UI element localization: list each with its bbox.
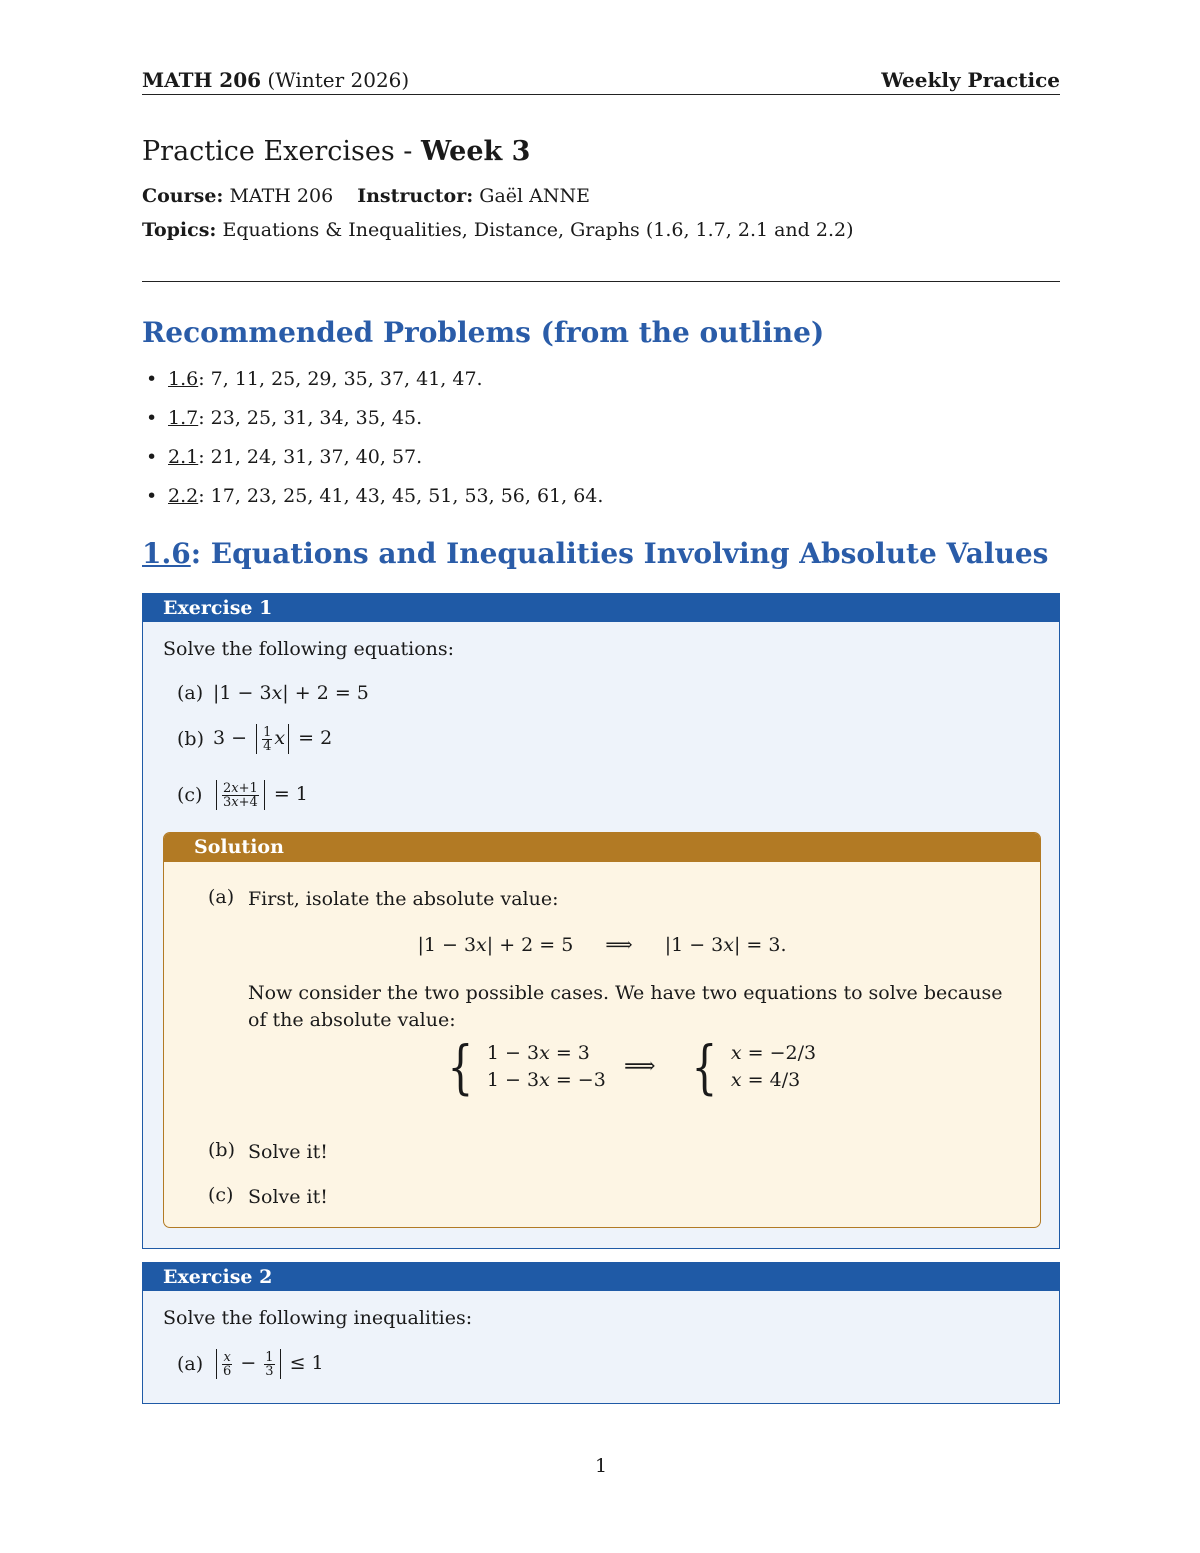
exercise-2-prompt: Solve the following inequalities: <box>163 1307 473 1329</box>
list-item: • 1.7: 23, 25, 31, 34, 35, 45. <box>142 407 603 446</box>
equation-b: 3 − $\frac{1}{4}$ x = 2 <box>213 724 333 754</box>
recommended-heading: Recommended Problems (from the outline) <box>142 316 825 349</box>
exercise-1-prompt: Solve the following equations: <box>163 638 455 660</box>
equation-c: $\frac{2x+1}{3x+4}$ = 1 <box>213 780 308 810</box>
exercise-1-box <box>142 593 1060 1249</box>
running-header <box>142 68 1060 95</box>
list-item: • 2.2: 17, 23, 25, 41, 43, 45, 51, 53, 56, 61, 64. <box>142 485 603 524</box>
divider <box>142 281 1060 282</box>
header-right: Weekly Practice <box>881 68 1060 92</box>
inequality-a: $\frac{x}{6}$ − $\frac{1}{3}$ ≤ 1 <box>213 1349 324 1379</box>
recommended-list <box>142 368 603 524</box>
solution-c-text: Solve it! <box>248 1186 328 1208</box>
solution-a-equation: |1 − 3x| + 2 = 5 ⟹ |1 − 3x| = 3. <box>417 934 787 956</box>
equation-a: |1 − 3x| + 2 = 5 <box>213 682 369 704</box>
list-item: • 2.1: 21, 24, 31, 37, 40, 57. <box>142 446 603 485</box>
header-course: MATH 206 <box>142 68 262 92</box>
topics-meta: Topics: Equations & Inequalities, Distance, Graphs (1.6, 1.7, 2.1 and 2.2) <box>142 219 854 241</box>
page-number: 1 <box>594 1455 608 1477</box>
exercise-2-box <box>142 1262 1060 1404</box>
exercise-1-b: (b) 3 − $\frac{1}{4}$ x = 2 <box>177 724 333 754</box>
cases-system-left: { 1 − 3x = 3 1 − 3x = −3 <box>447 1033 606 1101</box>
list-item: • 1.6: 7, 11, 25, 29, 35, 37, 41, 47. <box>142 368 603 407</box>
exercise-2-title: Exercise 2 <box>143 1263 1059 1291</box>
exercise-1-title: Exercise 1 <box>143 594 1059 622</box>
solution-a-text: First, isolate the absolute value: <box>248 888 559 910</box>
solution-title: Solution <box>164 833 1040 862</box>
exercise-2-a: (a) $\frac{x}{6}$ − $\frac{1}{3}$ ≤ 1 <box>177 1349 324 1379</box>
solution-a-paragraph: Now consider the two possible cases. We have two equations to solve because of the absolute value: <box>248 982 1003 1031</box>
solution-b-text: Solve it! <box>248 1141 328 1163</box>
cases-system-right: { x = −2/3 x = 4/3 <box>691 1033 817 1101</box>
page-title: Practice Exercises - Week 3 <box>142 136 531 167</box>
exercise-1-a: (a) |1 − 3x| + 2 = 5 <box>177 682 369 704</box>
section-heading-1-6: 1.6: Equations and Inequalities Involving Absolute Values <box>142 537 1049 570</box>
exercise-1-c: (c) $\frac{2x+1}{3x+4}$ = 1 <box>177 780 308 810</box>
solution-box: Solution (a) First, isolate the absolute value: |1 − 3x| + 2 = 5 ⟹ |1 − 3x| = 3. Now consider the two possible cases. We have two equations to solve because of the absolute value: { 1 − 3x = 3 1 − 3x = −3 ⟹ { x = −2/3 x = 4/3 (b) Solve it! (c) Solve it! <box>163 832 1041 1228</box>
course-meta: Course: MATH 206 Instructor: Gaël ANNE <box>142 185 591 207</box>
header-term: (Winter 2026) <box>267 68 410 92</box>
implies-arrow: ⟹ <box>624 1054 656 1079</box>
